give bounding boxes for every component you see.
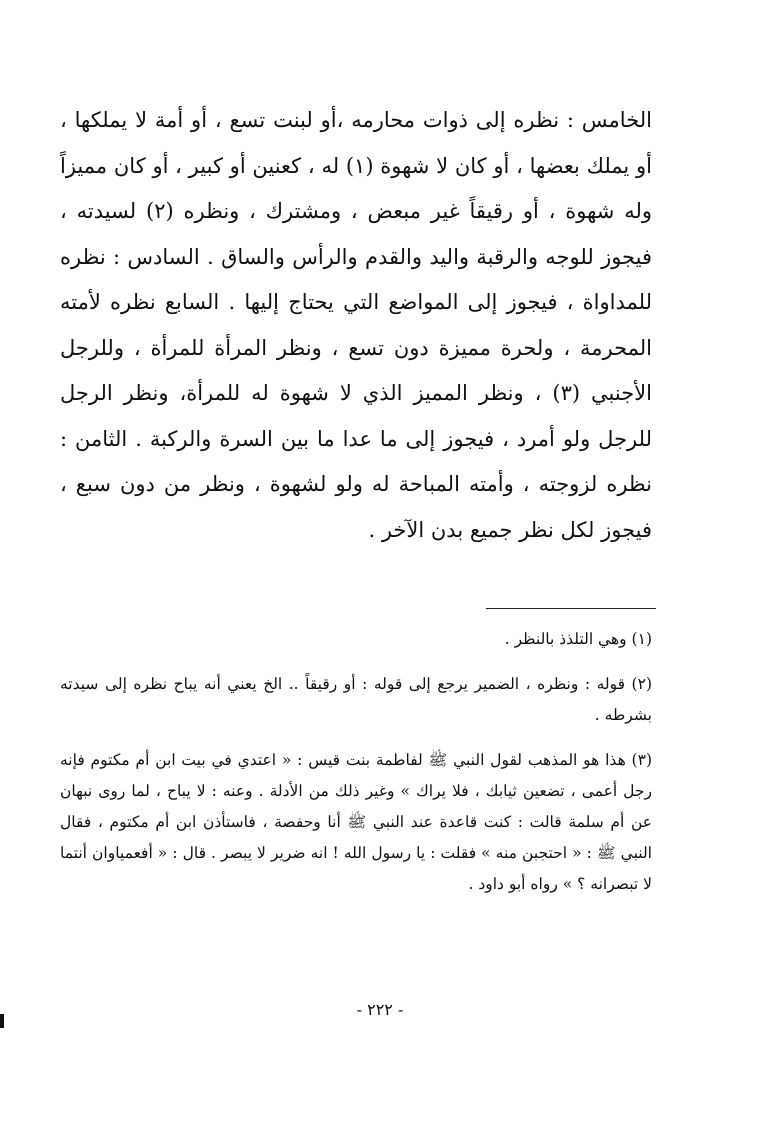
footnote-1: (١) وهي التلذذ بالنظر . <box>504 630 652 648</box>
footnote-divider <box>486 608 656 609</box>
footnote-2: (٢) قوله : ونظره ، الضمير يرجع إلى قوله : أو رقيقاً .. الخ يعني أنه يباح نظره إلى سيدته بشرطه . <box>60 675 652 724</box>
footnote-3: (٣) هذا هو المذهب لقول النبي ﷺ لفاطمة بنت قيس : « اعتدي في بيت ابن أم مكتوم فإنه رجل أعمى ، تضعين ثيابك ، فلا يراك » وغير ذلك من الأدلة . وعنه : لا يباح ، لما روى نبهان عن أم سلمة قالت : كنت قاعدة عند النبي ﷺ أنا وحفصة ، فاستأذن ابن أم مكتوم ، فقال النبي ﷺ : « احتجبن منه » فقلت : يا رسول الله ! انه ضرير لا يبصر . قال : « أفعمياوان أنتما لا تبصرانه ؟ » رواه أبو داود . <box>60 751 652 893</box>
main-body-text: الخامس : نظره إلى ذوات محارمه ،أو لبنت تسع ، أو أمة لا يملكها ، أو يملك بعضها ، أو كان لا شهوة (١) له ، كعنين أو كبير ، أو كان مميزاً وله شهوة ، أو رقيقاً غير مبعض ، ومشترك ، ونظره (٢) لسيدته ، فيجوز للوجه والرقبة واليد والقدم والرأس والساق . السادس : نظره للمداواة ، فيجوز إلى المواضع التي يحتاج إليها . السابع نظره لأمته المحرمة ، ولحرة مميزة دون تسع ، ونظر المرأة للمرأة ، وللرجل الأجنبي (٣) ، ونظر المميز الذي لا شهوة له للمرأة، ونظر الرجل للرجل ولو أمرد ، فيجوز إلى ما عدا ما بين السرة والركبة . الثامن : نظره لزوجته ، وأمته المباحة له ولو لشهوة ، ونظر من دون سبع ، فيجوز لكل نظر جميع بدن الآخر . <box>60 108 652 542</box>
footnotes-section <box>60 624 652 914</box>
scan-mark <box>0 1014 4 1028</box>
page-number: - ٢٢٢ - <box>356 1000 404 1019</box>
